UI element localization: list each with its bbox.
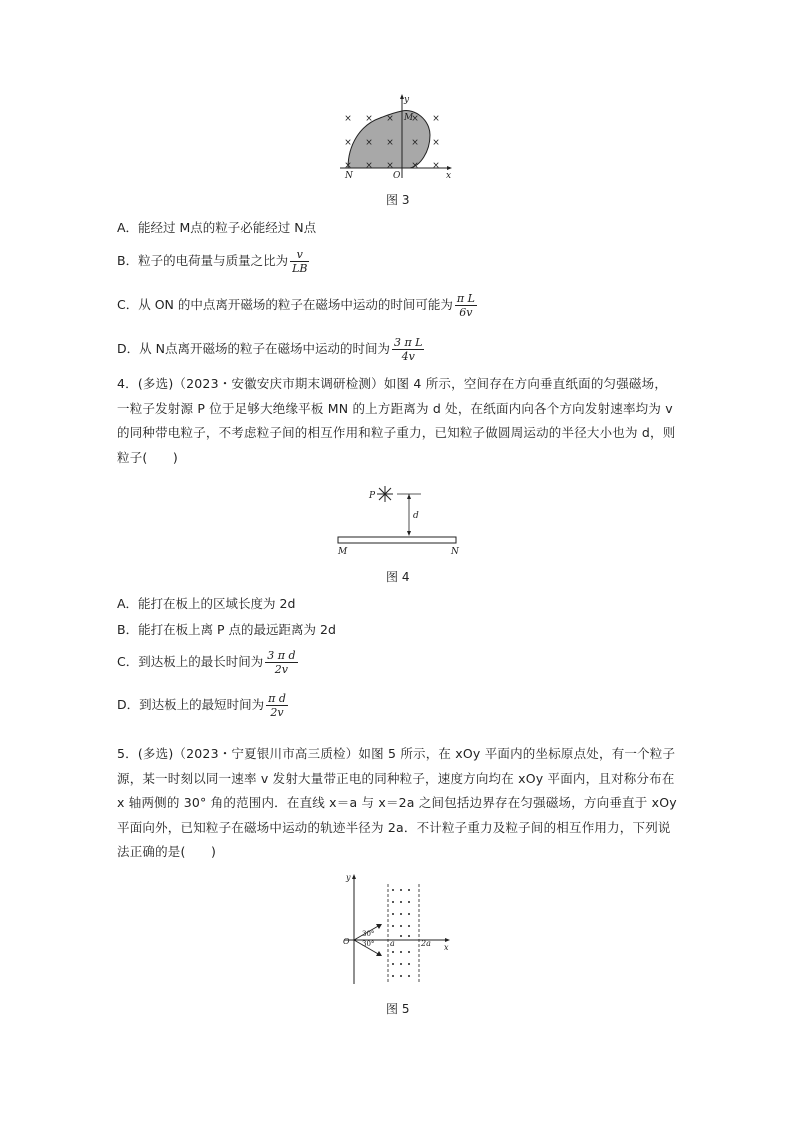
field-cross: × — [365, 161, 373, 171]
field-cross: × — [432, 114, 440, 124]
figure-3-caption: 图 3 — [386, 193, 410, 207]
q4-option-a: A．能打在板上的区域长度为 2d — [117, 596, 296, 611]
figure-5-diagram — [340, 870, 455, 988]
figure-4-diagram — [333, 482, 463, 557]
field-cross: × — [386, 161, 394, 171]
q5-stem: 5．(多选)（2023・宁夏银川市高三质检）如图 5 所示，在 xOy 平面内的坐标原点处，有一个粒子源，某一时刻以同一速率 v 发射大量带正电的同种粒子，速度方向均在 xOy 平面内，且对称分布在 x 轴两侧的 30° 角的范围内．在直线 x＝a 与 x＝2a 之间包括边界存在匀强磁场，方向垂直于 xOy 平面向外，已知粒子在磁场中运动的轨迹半径为 2a．不计粒子重力及粒子间的相互作用力，下列说法正确的是( ) — [117, 746, 677, 859]
field-cross: × — [344, 114, 352, 124]
q3-option-b-fraction: $\frac{v}{LB}$ — [292, 248, 308, 275]
q4-option-c-text: C．到达板上的最长时间为 — [117, 654, 264, 669]
tick-2a-label: 2a — [421, 939, 431, 948]
x-axis-label: x — [444, 943, 449, 952]
q4-option-d-fraction: $\frac{\text{π d}}{2v}$ — [268, 692, 286, 719]
q3-option-b — [117, 248, 309, 275]
field-cross: × — [365, 138, 373, 148]
q3-option-c — [117, 292, 477, 319]
field-cross: × — [386, 114, 394, 124]
y-axis-label: y — [404, 95, 410, 105]
tick-a-label: a — [390, 939, 395, 948]
q4-stem: 4．(多选)（2023・安徽安庆市期末调研检测）如图 4 所示，空间存在方向垂直纸面的匀强磁场，一粒子发射源 P 位于足够大绝缘平板 MN 的上方距离为 d 处，在纸面内向各个方向发射速率均为 v 的同种带电粒子，不考虑粒子间的相互作用和粒子重力，已知粒子做圆周运动的半径大小也为 d，则粒子( ) — [117, 376, 676, 465]
origin-label: O — [343, 937, 350, 946]
q4-option-b: B．能打在板上离 P 点的最远距离为 2d — [117, 622, 336, 637]
q3-option-d-text: D．从 N点离开磁场的粒子在磁场中运动的时间为 — [117, 341, 390, 356]
figure-4-caption: 图 4 — [386, 570, 410, 584]
point-n-label: N — [451, 547, 459, 557]
y-axis-label: y — [346, 873, 351, 882]
distance-d-label: d — [413, 511, 419, 521]
point-p-label: P — [369, 491, 376, 501]
field-cross: × — [411, 138, 419, 148]
q4-option-d-text: D．到达板上的最短时间为 — [117, 697, 265, 712]
q3-option-d-fraction: $\frac{\text{3 π L}}{4v}$ — [393, 336, 423, 363]
q4-option-d — [117, 692, 288, 719]
q4-option-c-fraction: $\frac{\text{3 π d}}{2v}$ — [267, 649, 296, 676]
angle-down-label: 30° — [362, 940, 375, 948]
point-m-label: M — [338, 547, 348, 557]
field-cross: × — [344, 138, 352, 148]
origin-label: O — [393, 171, 401, 181]
q3-option-d — [117, 336, 424, 363]
point-m-label: M — [404, 113, 414, 123]
field-cross: × — [365, 114, 373, 124]
q3-option-c-text: C．从 ON 的中点离开磁场的粒子在磁场中运动的时间可能为 — [117, 297, 453, 312]
q3-option-c-fraction: $\frac{\text{π L}}{6v}$ — [456, 292, 475, 319]
field-cross: × — [411, 114, 419, 124]
field-cross: × — [344, 161, 352, 171]
field-cross: × — [432, 161, 440, 171]
insulating-plate-mn — [338, 537, 456, 543]
q4-option-c — [117, 649, 298, 676]
q3-option-a: A．能经过 M点的粒子必能经过 N点 — [117, 220, 317, 235]
figure-5-caption: 图 5 — [386, 1002, 410, 1016]
point-n-label: N — [345, 171, 353, 181]
particle-source-icon — [377, 486, 393, 502]
x-axis-label: x — [446, 171, 452, 181]
field-dots — [392, 889, 410, 977]
field-cross: × — [432, 138, 440, 148]
figure-3-diagram — [335, 90, 460, 185]
q3-option-b-text: B．粒子的电荷量与质量之比为 — [117, 253, 289, 268]
field-cross: × — [411, 161, 419, 171]
angle-up-label: 30° — [362, 930, 375, 938]
field-cross: × — [386, 138, 394, 148]
